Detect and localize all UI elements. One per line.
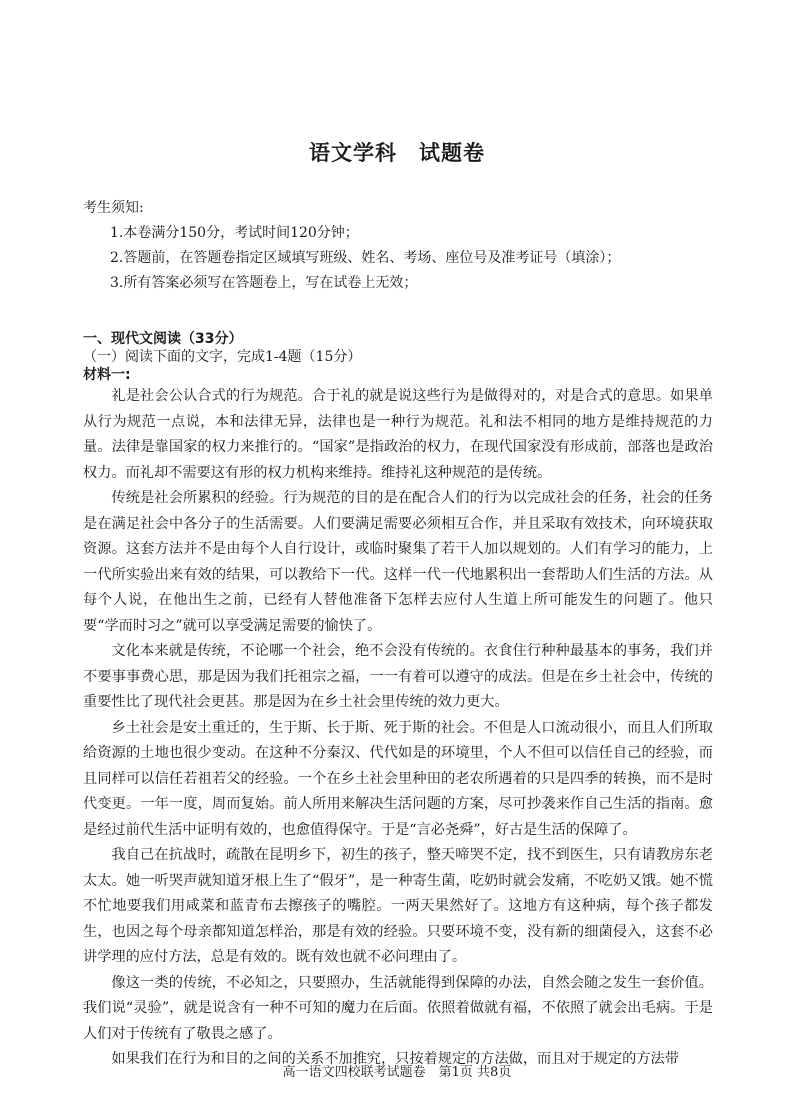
- passage-paragraph: 我自己在抗战时，疏散在昆明乡下，初生的孩子，整天啼哭不定，找不到医生，只有请教房东老太太。她一听哭声就知道牙根上生了“假牙”，是一种寄生菌，吃奶时就会发痛，不吃奶又饿。她不慌不忙地要我们用咸菜和蓝青布去擦孩子的嘴腔。一两天果然好了。这地方有这种病，每个孩子都发生，也因之每个母亲都知道怎样治，那是有效的经验。只要环境不变，没有新的细菌侵入，这套不必讲学理的应付方法，总是有效的。既有效也就不必问理由了。: [83, 847, 713, 965]
- notice-item: 1.本卷满分150分，考试时间120分钟；: [110, 225, 359, 241]
- notice-item: 3.所有答案必须写在答题卷上，写在试卷上无效；: [110, 275, 418, 291]
- passage-paragraph: 传统是社会所累积的经验。行为规范的目的是在配合人们的行为以完成社会的任务，社会的任务是在满足社会中各分子的生活需要。人们要满足需要必须相互合作，并且采取有效技术，向环境获取资源。这套方法并不是由每个人自行设计，或临时聚集了若干人加以规划的。人们有学习的能力，上一代所实验出来有效的结果，可以教给下一代。这样一代一代地累积出一套帮助人们生活的方法。从每个人说，在他出生之前，已经有人替他准备下怎样去应付人生道上所可能发生的问题了。他只要“学而时习之”就可以享受满足需要的愉快了。: [83, 490, 713, 634]
- passage-paragraph: 礼是社会公认合式的行为规范。合于礼的就是说这些行为是做得对的，对是合式的意思。如果单从行为规范一点说，本和法律无异，法律也是一种行为规范。礼和法不相同的地方是维持规范的力量。法律是靠国家的权力来推行的。“国家”是指政治的权力，在现代国家没有形成前，部落也是政治权力。而礼却不需要这有形的权力机构来维持。维持礼这种规范的是传统。: [83, 388, 713, 481]
- page-footer: 高一语文四校联考试题卷 第1页 共8页: [282, 1065, 512, 1080]
- passage-paragraph: 乡土社会是安土重迁的，生于斯、长于斯、死于斯的社会。不但是人口流动很小，而且人们所取给资源的土地也很少变动。在这种不分秦汉、代代如是的环境里，个人不但可以信任自己的经验，而且同样可以信任若祖若父的经验。一个在乡土社会里种田的老农所遇着的只是四季的转换，而不是时代变更。一年一度，周而复始。前人所用来解决生活问题的方案，尽可抄袭来作自己生活的指南。愈是经过前代生活中证明有效的，也愈值得保守。于是“言必尧舜”，好古是生活的保障了。: [83, 719, 713, 838]
- passage-paragraph: 文化本来就是传统，不论哪一个社会，绝不会没有传统的。衣食住行种种最基本的事务，我们并不要事事费心思，那是因为我们托祖宗之福，一一有着可以遵守的成法。但是在乡土社会中，传统的重要性比了现代社会更甚。那是因为在乡土社会里传统的效力更大。: [83, 643, 713, 710]
- section-heading: 一、现代文阅读（33分）: [83, 331, 243, 347]
- section-subheading: （一）阅读下面的文字，完成1-4题（15分）: [83, 349, 362, 365]
- passage-paragraph: 像这一类的传统，不必知之，只要照办，生活就能得到保障的办法，自然会随之发生一套价值。我们说“灵验”，就是说含有一种不可知的魔力在后面。依照着做就有福，不依照了就会出毛病。于是人们对于传统有了敬畏之感了。: [83, 974, 713, 1042]
- passage-paragraph: 如果我们在行为和目的之间的关系不加推究，只按着规定的方法做，而且对于规定的方法带: [111, 1051, 679, 1067]
- exam-notice: [83, 196, 713, 296]
- material-label: 材料一:: [83, 367, 131, 383]
- page-title: 语文学科 试题卷: [309, 141, 485, 165]
- reading-section: [83, 330, 713, 1073]
- notice-heading: 考生须知:: [83, 200, 144, 216]
- notice-item: 2.答题前，在答题卷指定区域填写班级、姓名、考场、座位号及准考证号（填涂）；: [110, 250, 621, 266]
